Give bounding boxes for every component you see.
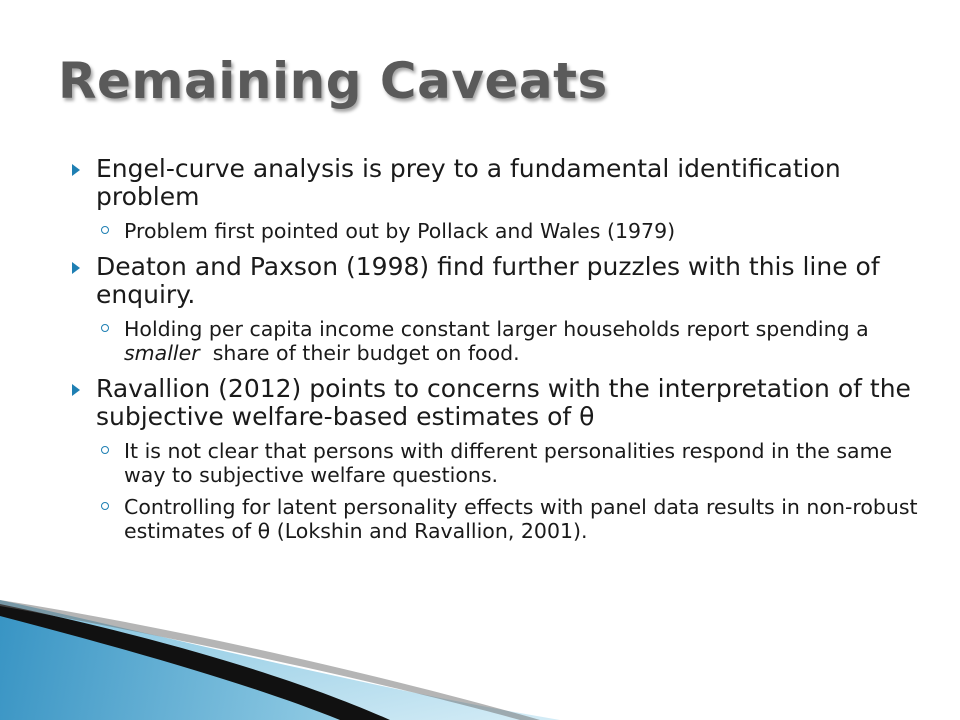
bullet-item bbox=[70, 253, 930, 309]
sub-bullet-item bbox=[70, 439, 930, 487]
circle-bullet-icon bbox=[101, 324, 109, 332]
triangle-bullet-icon bbox=[72, 262, 80, 274]
bullet-list bbox=[70, 155, 930, 543]
sub-bullet-emphasis: smaller bbox=[124, 341, 200, 365]
circle-bullet-icon bbox=[101, 502, 109, 510]
sub-bullet-text: Controlling for latent personality effects with panel data results in non-robust estimates of θ (Lokshin and Ravallion, 2001). bbox=[124, 495, 918, 543]
bullet-item bbox=[70, 155, 930, 211]
triangle-bullet-icon bbox=[72, 384, 80, 396]
circle-bullet-icon bbox=[101, 226, 109, 234]
bullet-text: Ravallion (2012) points to concerns with the interpretation of the subjective welfare-based estimates of θ bbox=[96, 374, 911, 431]
triangle-bullet-icon bbox=[72, 164, 80, 176]
sub-bullet-text-post: share of their budget on food. bbox=[199, 341, 520, 365]
sub-bullet-item bbox=[70, 317, 930, 365]
circle-bullet-icon bbox=[101, 446, 109, 454]
sub-bullet-text: It is not clear that persons with different personalities respond in the same way to subjective welfare questions. bbox=[124, 439, 893, 487]
sub-bullet-item bbox=[70, 219, 930, 243]
bullet-text: Engel-curve analysis is prey to a fundamental identification problem bbox=[96, 154, 841, 211]
slide-title: Remaining Caveats bbox=[58, 52, 608, 110]
sub-bullet-text: Problem first pointed out by Pollack and Wales (1979) bbox=[124, 219, 676, 243]
sub-bullet-text-pre: Holding per capita income constant larger households report spending a bbox=[124, 317, 869, 341]
sub-bullet-item bbox=[70, 495, 930, 543]
bullet-item bbox=[70, 375, 930, 431]
bullet-text: Deaton and Paxson (1998) find further puzzles with this line of enquiry. bbox=[96, 252, 880, 309]
